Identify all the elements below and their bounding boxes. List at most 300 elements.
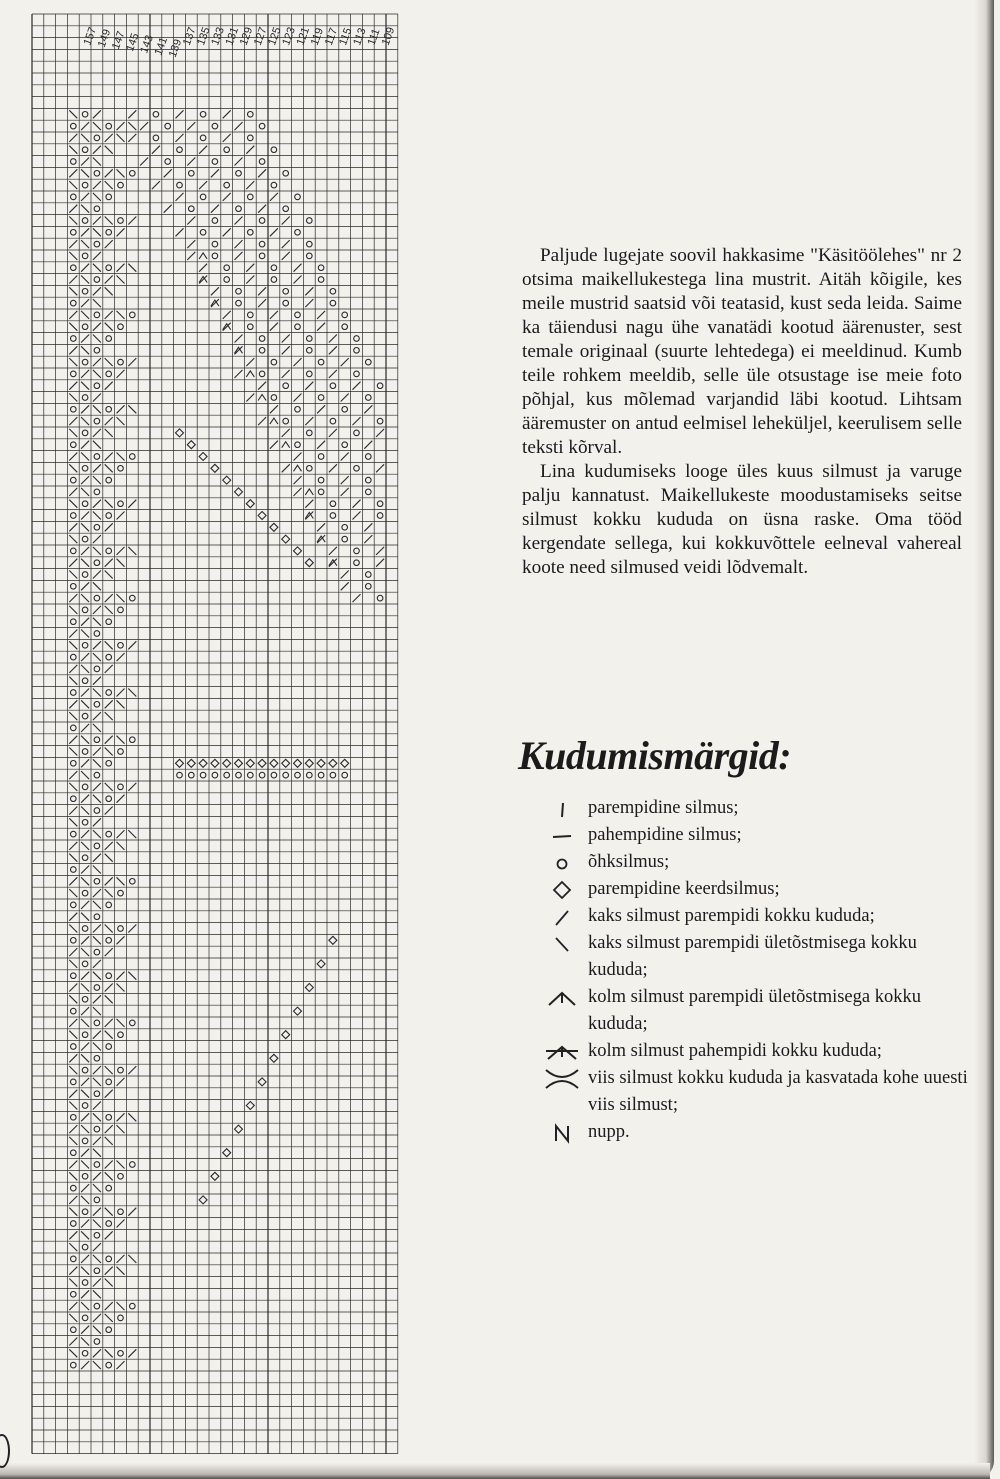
stitch-symbol <box>71 442 77 448</box>
stitch-symbol <box>81 1361 89 1369</box>
stitch-symbol <box>69 110 77 118</box>
stitch-symbol <box>93 476 101 484</box>
stitch-symbol <box>105 842 113 850</box>
stitch-symbol <box>82 1280 88 1286</box>
stitch-symbol <box>305 759 313 767</box>
stitch-symbol <box>81 1302 89 1310</box>
stitch-symbol <box>223 193 231 201</box>
stitch-symbol <box>93 1149 101 1157</box>
stitch-symbol <box>106 619 112 625</box>
stitch-symbol <box>94 1197 100 1203</box>
stitch-symbol <box>176 429 184 437</box>
stitch-symbol <box>81 547 89 555</box>
stitch-symbol <box>354 466 360 472</box>
stitch-symbol <box>353 512 361 520</box>
stitch-symbol <box>270 759 278 767</box>
stitch-symbol <box>81 134 89 142</box>
stitch-symbol <box>354 371 360 377</box>
stitch-symbol <box>199 759 207 767</box>
stitch-symbol <box>81 1113 89 1121</box>
legend-text: pahempidine silmus; <box>588 825 742 845</box>
stitch-symbol <box>105 382 113 390</box>
stitch-symbol <box>117 122 125 130</box>
stitch-symbol <box>81 264 89 272</box>
stitch-symbol <box>69 818 77 826</box>
stitch-symbol <box>71 938 77 944</box>
stitch-symbol <box>81 122 89 130</box>
stitch-symbol <box>71 796 77 802</box>
stitch-symbol <box>307 218 313 224</box>
stitch-symbol <box>69 571 77 579</box>
stitch-symbol <box>212 772 218 778</box>
stitch-symbol <box>81 689 89 697</box>
intro-text <box>522 244 962 580</box>
stitch-symbol <box>69 276 77 284</box>
stitch-symbol <box>94 772 100 778</box>
stitch-symbol <box>118 643 124 649</box>
stitch-symbol <box>246 358 254 366</box>
stitch-symbol <box>93 866 101 874</box>
stitch-symbol <box>69 559 77 567</box>
stitch-symbol <box>258 417 266 425</box>
stitch-symbol <box>81 984 89 992</box>
stitch-symbol <box>117 276 125 284</box>
stitch-symbol <box>81 866 89 874</box>
row-number-label: 143 <box>138 33 156 56</box>
stitch-symbol <box>187 240 195 248</box>
stitch-symbol <box>81 559 89 567</box>
stitch-symbol <box>106 973 112 979</box>
legend-item <box>536 849 976 876</box>
stitch-symbol <box>69 1243 77 1251</box>
stitch-symbol <box>105 240 113 248</box>
stitch-symbol <box>94 1233 100 1239</box>
stitch-symbol <box>93 818 101 826</box>
stitch-symbol <box>329 547 337 555</box>
stitch-symbol <box>93 370 101 378</box>
stitch-symbol <box>294 547 302 555</box>
stitch-symbol <box>295 407 301 413</box>
stitch-symbol <box>377 595 383 601</box>
stitch-symbol <box>353 594 361 602</box>
stitch-symbol <box>153 135 159 141</box>
stitch-symbol <box>106 1256 112 1262</box>
stitch-symbol <box>259 123 265 129</box>
stitch-symbol <box>282 252 290 260</box>
stitch-symbol <box>342 442 348 448</box>
stitch-symbol <box>258 1078 266 1086</box>
stitch-symbol <box>93 1349 101 1357</box>
stitch-symbol <box>69 523 77 531</box>
stitch-symbol <box>270 323 278 331</box>
stitch-symbol <box>258 759 266 767</box>
stitch-symbol <box>283 300 289 306</box>
stitch-symbol <box>187 759 195 767</box>
stitch-symbol <box>294 394 302 402</box>
stitch-symbol <box>318 454 324 460</box>
stitch-symbol <box>212 253 218 259</box>
stitch-symbol <box>81 346 89 354</box>
stitch-symbol <box>69 748 77 756</box>
stitch-symbol <box>224 182 230 188</box>
stitch-symbol <box>307 371 313 377</box>
stitch-symbol <box>223 311 231 319</box>
stitch-symbol <box>117 370 125 378</box>
stitch-symbol <box>270 441 278 449</box>
stitch-symbol <box>235 488 243 496</box>
stitch-symbol <box>69 181 77 189</box>
stitch-symbol <box>69 960 77 968</box>
row-number-label: 115 <box>337 26 355 48</box>
stitch-symbol <box>118 1351 124 1357</box>
stitch-symbol <box>82 890 88 896</box>
stitch-symbol <box>317 960 325 968</box>
stitch-symbol <box>330 289 336 295</box>
stitch-symbol <box>93 712 101 720</box>
stitch-symbol <box>93 158 101 166</box>
stitch-symbol <box>105 1125 113 1133</box>
stitch-symbol <box>282 217 290 225</box>
stitch-symbol <box>236 300 242 306</box>
stitch-symbol <box>317 441 325 449</box>
legend-text: kaks silmust parempidi ületõstmisega kokku kududa; <box>588 933 917 980</box>
stitch-symbol <box>271 359 277 365</box>
stitch-symbol <box>71 619 77 625</box>
stitch-symbol <box>105 134 113 142</box>
stitch-symbol <box>282 240 290 248</box>
stitch-symbol <box>69 169 77 177</box>
stitch-symbol <box>235 217 243 225</box>
row-number-label: 123 <box>280 25 298 48</box>
stitch-symbol <box>105 594 113 602</box>
stitch-symbol <box>93 264 101 272</box>
stitch-symbol <box>81 630 89 638</box>
stitch-symbol <box>235 335 243 343</box>
stitch-symbol <box>82 643 88 649</box>
stitch-symbol <box>106 761 112 767</box>
stitch-symbol <box>71 230 77 236</box>
stitch-symbol <box>81 240 89 248</box>
stitch-symbol <box>295 324 301 330</box>
row-number-label: 141 <box>152 35 171 58</box>
stitch-symbol <box>81 488 89 496</box>
stitch-symbol <box>81 594 89 602</box>
stitch-symbol <box>94 171 100 177</box>
stitch-symbol <box>282 759 290 767</box>
stitch-symbol <box>105 700 113 708</box>
stitch-symbol <box>153 112 159 118</box>
stitch-symbol <box>93 252 101 260</box>
stitch-symbol <box>235 240 243 248</box>
stitch-symbol <box>283 171 289 177</box>
stitch-symbol <box>81 1255 89 1263</box>
stitch-symbol <box>81 228 89 236</box>
stitch-symbol <box>71 761 77 767</box>
stitch-symbol <box>130 1020 136 1026</box>
stitch-symbol <box>81 476 89 484</box>
stitch-symbol <box>318 277 324 283</box>
stitch-symbol <box>246 276 254 284</box>
stitch-symbol <box>294 453 302 461</box>
stitch-symbol <box>94 1056 100 1062</box>
stitch-symbol <box>117 228 125 236</box>
stitch-symbol <box>81 936 89 944</box>
stitch-symbol <box>176 228 184 236</box>
stitch-symbol <box>105 217 113 225</box>
stitch-symbol <box>81 700 89 708</box>
stitch-symbol <box>81 370 89 378</box>
stitch-symbol <box>69 1231 77 1239</box>
stitch-symbol <box>342 324 348 330</box>
stitch-symbol <box>105 523 113 531</box>
stitch-symbol <box>106 1115 112 1121</box>
stitch-symbol <box>248 194 254 200</box>
stitch-symbol <box>376 559 384 567</box>
stitch-symbol <box>71 1292 77 1298</box>
stitch-symbol <box>69 594 77 602</box>
stitch-symbol <box>93 677 101 685</box>
stitch-symbol <box>187 441 195 449</box>
stitch-symbol <box>187 217 195 225</box>
stitch-symbol <box>307 336 313 342</box>
stitch-symbol <box>71 194 77 200</box>
stitch-symbol <box>93 335 101 343</box>
stitch-symbol <box>81 1043 89 1051</box>
stitch-symbol <box>200 135 206 141</box>
stitch-symbol <box>128 405 136 413</box>
stitch-symbol <box>94 348 100 354</box>
stitch-symbol <box>94 1091 100 1097</box>
stitch-symbol <box>71 973 77 979</box>
stitch-symbol <box>93 512 101 520</box>
stitch-symbol <box>294 1007 302 1015</box>
stitch-symbol <box>82 218 88 224</box>
knitting-chart-grid <box>28 0 408 1462</box>
stitch-symbol <box>130 454 136 460</box>
legend-text: nupp. <box>588 1122 630 1142</box>
stitch-symbol <box>117 512 125 520</box>
stitch-symbol <box>93 1243 101 1251</box>
stitch-symbol <box>93 901 101 909</box>
stitch-symbol <box>82 678 88 684</box>
stitch-symbol <box>69 287 77 295</box>
stitch-symbol <box>177 147 183 153</box>
stitch-symbol <box>259 772 265 778</box>
stitch-symbol <box>81 842 89 850</box>
stitch-symbol <box>93 1007 101 1015</box>
stitch-symbol <box>93 358 101 366</box>
stitch-symbol <box>223 759 231 767</box>
stitch-symbol <box>305 287 313 295</box>
stitch-symbol <box>93 500 101 508</box>
stitch-symbol <box>118 749 124 755</box>
stitch-symbol <box>94 595 100 601</box>
stitch-symbol <box>81 1161 89 1169</box>
stitch-symbol <box>81 169 89 177</box>
stitch-symbol <box>211 205 219 213</box>
legend-item <box>536 876 976 903</box>
stitch-symbol <box>128 1208 136 1216</box>
stitch-symbol <box>128 689 136 697</box>
stitch-symbol <box>354 560 360 566</box>
stitch-symbol <box>94 560 100 566</box>
stitch-symbol <box>329 346 337 354</box>
stitch-symbol <box>164 205 172 213</box>
stitch-symbol <box>82 501 88 507</box>
stitch-symbol <box>259 253 265 259</box>
stitch-symbol <box>69 252 77 260</box>
stitch-symbol <box>69 464 77 472</box>
stitch-symbol <box>271 147 277 153</box>
stitch-symbol <box>295 442 301 448</box>
stitch-symbol <box>82 289 88 295</box>
stitch-symbol <box>71 407 77 413</box>
stitch-symbol <box>94 206 100 212</box>
stitch-symbol <box>271 772 277 778</box>
stitch-symbol <box>105 571 113 579</box>
stitch-symbol <box>117 1302 125 1310</box>
stitch-symbol <box>71 1362 77 1368</box>
stitch-symbol <box>318 772 324 778</box>
stitch-symbol <box>211 464 219 472</box>
stitch-symbol <box>81 1054 89 1062</box>
stitch-symbol <box>94 1126 100 1132</box>
stitch-symbol <box>307 241 313 247</box>
stitch-symbol <box>246 394 254 402</box>
stitch-symbol <box>117 1255 125 1263</box>
legend-item <box>536 795 976 822</box>
stitch-symbol <box>117 689 125 697</box>
stitch-symbol <box>82 1244 88 1250</box>
legend-text: kolm silmust pahempidi kokku kududa; <box>588 1041 882 1061</box>
stitch-symbol <box>176 759 184 767</box>
row-number-label: 129 <box>237 25 256 48</box>
stitch-symbol <box>248 112 254 118</box>
knitting-chart <box>28 0 408 1462</box>
stitch-symbol <box>82 961 88 967</box>
stitch-symbol <box>93 228 101 236</box>
stitch-symbol <box>81 1090 89 1098</box>
stitch-symbol <box>105 417 113 425</box>
stitch-symbol <box>270 405 278 413</box>
stitch-symbol <box>105 641 113 649</box>
stitch-symbol <box>81 158 89 166</box>
stitch-symbol <box>81 512 89 520</box>
stitch-symbol <box>105 748 113 756</box>
stitch-symbol <box>364 523 372 531</box>
stitch-symbol <box>341 571 349 579</box>
row-number-label: 147 <box>109 29 128 52</box>
stitch-symbol <box>271 277 277 283</box>
stitch-symbol <box>246 1102 254 1110</box>
stitch-symbol <box>71 584 77 590</box>
stitch-symbol <box>258 512 266 520</box>
stitch-symbol <box>106 336 112 342</box>
stitch-symbol <box>69 712 77 720</box>
stitch-symbol <box>82 572 88 578</box>
stitch-symbol <box>130 595 136 601</box>
stitch-symbol <box>295 194 301 200</box>
stitch-symbol <box>118 218 124 224</box>
stitch-symbol <box>366 584 372 590</box>
row-number-label: 139 <box>166 37 185 60</box>
stitch-symbol <box>283 206 289 212</box>
stitch-symbol <box>82 784 88 790</box>
stitch-symbol <box>94 418 100 424</box>
stitch-symbol <box>128 925 136 933</box>
stitch-symbol <box>93 1066 101 1074</box>
stitch-symbol <box>82 536 88 542</box>
legend-item <box>536 930 976 984</box>
stitch-symbol <box>305 417 313 425</box>
stitch-symbol <box>140 158 148 166</box>
stitch-symbol <box>212 218 218 224</box>
stitch-symbol <box>106 690 112 696</box>
stitch-symbol <box>307 348 313 354</box>
stitch-symbol <box>93 1290 101 1298</box>
intro-paragraph-2: Lina kudumiseks looge üles kuus silmust ja varuge palju kannatust. Maikellukeste moodustamiseks seitse silmust kokku kududa on üsna raske. Oma tööd kergendate sellega, kui kokkuvõttele eelneval vahereal koote need silmused veidi lõdvemalt. <box>522 461 962 578</box>
legend-item <box>536 984 976 1038</box>
stitch-symbol <box>106 371 112 377</box>
stitch-symbol <box>81 795 89 803</box>
stitch-symbol <box>364 441 372 449</box>
stitch-symbol <box>81 724 89 732</box>
stitch-symbol <box>187 158 195 166</box>
stitch-symbol <box>235 252 243 260</box>
stitch-symbol <box>353 500 361 508</box>
stitch-symbol <box>93 535 101 543</box>
stitch-symbol <box>81 771 89 779</box>
stitch-symbol <box>259 348 265 354</box>
stitch-symbol <box>69 1102 77 1110</box>
stitch-symbol <box>71 1008 77 1014</box>
stitch-symbol <box>118 359 124 365</box>
stitch-symbol <box>117 700 125 708</box>
stitch-symbol <box>128 972 136 980</box>
stitch-symbol <box>118 607 124 613</box>
stitch-symbol <box>81 1149 89 1157</box>
stitch-symbols <box>69 110 384 1369</box>
stitch-symbol <box>176 193 184 201</box>
stitch-symbol <box>106 407 112 413</box>
stitch-symbol <box>81 299 89 307</box>
stitch-symbol <box>82 1315 88 1321</box>
stitch-symbol <box>223 134 231 142</box>
stitch-symbol <box>69 1208 77 1216</box>
stitch-symbol <box>117 1019 125 1027</box>
stitch-symbol <box>366 477 372 483</box>
stitch-symbol <box>82 324 88 330</box>
stitch-symbol <box>364 535 372 543</box>
stitch-symbol <box>199 264 207 272</box>
stitch-symbol <box>69 382 77 390</box>
legend-text: parempidine keerdsilmus; <box>588 879 780 899</box>
stitch-symbol <box>317 759 325 767</box>
stitch-symbol <box>71 159 77 165</box>
row-number-label: 121 <box>294 25 313 48</box>
stitch-symbol <box>318 359 324 365</box>
row-number-label: 133 <box>209 25 227 48</box>
legend-text: kolm silmust parempidi ületõstmisega kokku kududa; <box>588 987 921 1034</box>
stitch-symbol <box>318 395 324 401</box>
stitch-symbol <box>223 476 231 484</box>
row-number-label: 127 <box>251 25 270 48</box>
stitch-symbol <box>236 171 242 177</box>
stitch-symbol <box>118 1209 124 1215</box>
stitch-symbol <box>224 772 230 778</box>
stitch-symbol <box>259 159 265 165</box>
stitch-symbol <box>94 489 100 495</box>
